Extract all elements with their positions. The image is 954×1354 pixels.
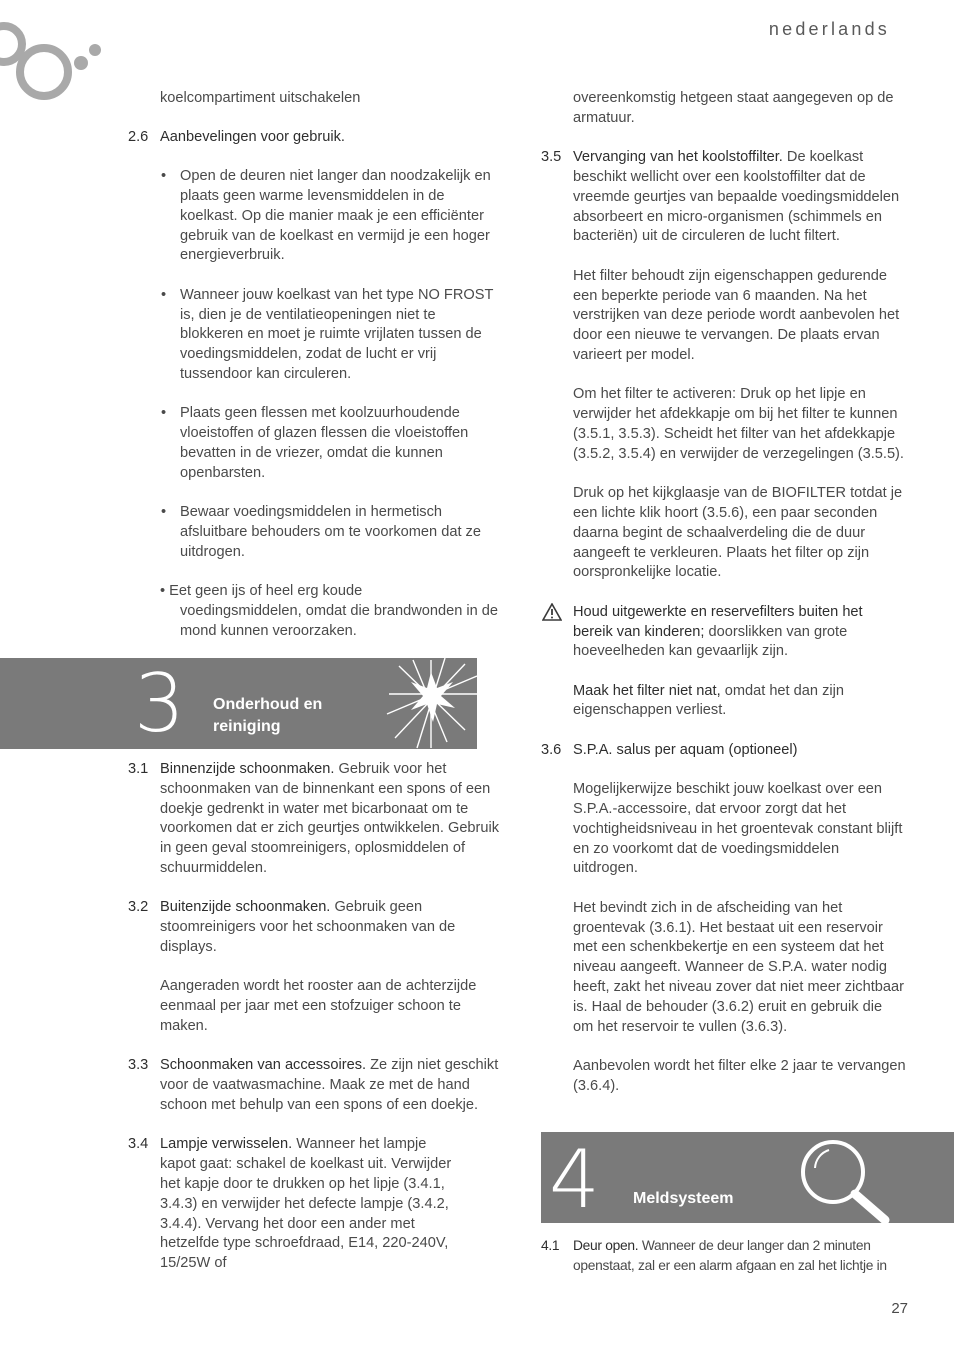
section-3-4 <box>128 1135 500 1274</box>
section-text: Gebruik geen stoomreinigers voor het schoonmaken van de displays. <box>160 899 456 955</box>
list-item <box>128 503 500 562</box>
section-number: 3.5 <box>541 149 562 166</box>
chapter-number: 3 <box>134 657 185 750</box>
section-heading: Aanbevelingen voor gebruik. <box>160 128 345 145</box>
section-3-6-paragraph: Aanbevolen wordt het filter elke 2 jaar te vervangen (3.6.4). <box>573 1058 906 1094</box>
language-label: nederlands <box>768 19 890 39</box>
chapter-number: 4 <box>549 1133 600 1226</box>
section-number: 2.6 <box>128 128 149 145</box>
section-2-6 <box>128 128 500 148</box>
section-3-5-paragraph: Om het filter te activeren: Druk op het lipje en verwijder het afdekkapje om bij het filter te kunnen (3.5.1, 3.5.3). Scheidt het filter van het afdekkapje (3.5.2, 3.5.4) en verwijder de verzegelingen (3.5.5). <box>573 386 904 462</box>
section-heading: S.P.A. salus per aquam (optioneel) <box>573 741 798 758</box>
section-heading: Vervanging van het koolstoffilter. <box>573 149 783 166</box>
section-3-1 <box>128 760 500 879</box>
section-3-2-extra: Aangeraden wordt het rooster aan de achterzijde eenmaal per jaar met een stofzuiger schoon te maken. <box>160 978 477 1034</box>
section-number: 3.3 <box>128 1057 149 1074</box>
section-heading: Binnenzijde schoonmaken. <box>160 761 335 777</box>
warning-strong: Maak het filter niet nat, <box>573 682 721 699</box>
warning-text: doorslikken van grote hoeveelheden kan gevaarlijk zijn. <box>573 623 848 660</box>
chapter-3-banner <box>0 658 477 749</box>
warning-note <box>541 603 906 662</box>
section-number: 3.6 <box>541 741 562 758</box>
warning-triangle-icon <box>542 603 562 628</box>
section-heading: Schoonmaken van accessoires. <box>160 1057 367 1074</box>
sparkle-icon <box>385 658 477 749</box>
bullet-icon: • <box>161 168 167 185</box>
section-3-6 <box>541 741 906 761</box>
section-number: 3.4 <box>128 1136 149 1153</box>
chapter-title <box>213 694 322 738</box>
right-column-top <box>541 89 906 1116</box>
section-number: 4.1 <box>541 1238 560 1253</box>
list-item <box>128 167 500 266</box>
section-3-2 <box>128 898 500 957</box>
page-number: 27 <box>891 1300 908 1317</box>
section-text: Gebruik voor het schoonmaken van de binnenkant een spons of een doekje gedrenkt in water met bicarbonaat om te voorkomen dat er zich geurtjes ontwikkelen. Gebruik in geen geval stoomreinigers, oplosmiddelen of schuurmiddelen. <box>160 761 500 876</box>
left-column-top <box>128 89 500 661</box>
section-heading: Deur open. <box>573 1238 639 1253</box>
section-3-3 <box>128 1056 500 1115</box>
warning-text: omdat het dan zijn eigenschappen verliest. <box>573 682 844 719</box>
section-text: De koelkast beschikt wellicht over een koolstoffilter dat de vreemde geurtjes van bepaalde voedingsmiddelen absorbeert en micro-organismen (schimmels en bacteriën) uit de circuleren de lucht filtert. <box>573 149 900 245</box>
list-item <box>128 286 500 385</box>
brand-logo <box>0 22 110 111</box>
section-number: 3.1 <box>128 761 149 777</box>
list-item-first-line: • Eet geen ijs of heel erg koude <box>160 583 363 600</box>
list-item-text: voedingsmiddelen, omdat die brandwonden in de mond kunnen veroorzaken. <box>180 602 499 639</box>
list-item-text: Bewaar voedingsmiddelen in hermetisch afsluitbare behouders om te voorkomen dat ze uitdrogen. <box>180 504 481 560</box>
section-3-5-paragraph: Druk op het kijkglaasje van de BIOFILTER totdat je een lichte klik hoort (3.5.6), een paar seconden daarna begint de schaalverdeling die de duur aangeeft te verkleuren. Plaats het filter op zijn oorspronkelijke locatie. <box>573 485 903 581</box>
section-heading: Lampje verwisselen. <box>160 1136 293 1153</box>
bullet-icon: • <box>161 286 167 303</box>
left-column-bottom <box>128 760 500 1294</box>
section-text: Wanneer de deur langer dan 2 minuten openstaat, zal er een alarm afgaan en zal het lichtje in <box>573 1238 887 1273</box>
list-item-text: Wanneer jouw koelkast van het type NO FROST is, dien je de ventilatieopeningen niet te blokkeren en moet je ruimte vrijlaten tussen de voedingsmiddelen, zodat de lucht er vrij tussendoor kan circuleren. <box>180 286 494 382</box>
chapter-title-line: reiniging <box>213 718 281 735</box>
warning-strong: Houd uitgewerkte en reservefilters buiten het bereik van kinderen; <box>573 603 863 640</box>
warning-note-2 <box>541 682 906 722</box>
bullet-icon: • <box>161 405 167 422</box>
section-3-5-paragraph: Het filter behoudt zijn eigenschappen gedurende een beperkte periode van 6 maanden. Na het verstrijken van deze periode wordt aanbevolen het door een nieuwe te vervangen. De plaats ervan varieert per model. <box>573 267 900 363</box>
list-item-text: Eet geen ijs of heel erg koude <box>169 583 363 600</box>
section-4-1 <box>541 1236 906 1276</box>
chapter-title-line: Onderhoud en <box>213 696 323 713</box>
bullet-icon: • <box>161 504 167 521</box>
section-number: 3.2 <box>128 899 149 916</box>
list-item <box>128 404 500 483</box>
list-item-text: Open de deuren niet langer dan noodzakelijk en plaats geen warme levensmiddelen in de koelkast. Op die manier maak je een efficiënter gebruik van de koelkast en vermijd je een hoger energieverbruik. <box>180 168 491 264</box>
list-item-text: Plaats geen flessen met koolzuurhoudende vloeistoffen of glazen flessen die vloeistoffen bevatten in de vriezer, omdat die kunnen openbarsten. <box>180 405 469 481</box>
section-text: Ze zijn niet geschikt voor de vaatwasmachine. Maak ze met de hand schoon met behulp van een spons of een doekje. <box>160 1057 499 1113</box>
chapter-4-banner <box>541 1132 954 1226</box>
section-text: Wanneer het lampje kapot gaat: schakel de koelkast uit. Verwijder het kapje door te drukken op het lipje (3.4.1, 3.4.3) en verwijder het defecte lampje (3.4.2, 3.4.4). Vervang het door een ander met hetzelfde type schroefdraad, E14, 220-240V, 15/25W of <box>160 1136 452 1272</box>
intro-text: koelcompartiment uitschakelen <box>160 90 361 106</box>
intro-text: overeenkomstig hetgeen staat aangegeven op de armatuur. <box>573 90 894 126</box>
magnifier-icon <box>799 1132 899 1223</box>
list-item <box>128 582 500 641</box>
chapter-title: Meldsysteem <box>633 1190 734 1207</box>
section-3-6-paragraph: Mogelijkerwijze beschikt jouw koelkast over een S.P.A.-accessoire, dat ervoor zorgt dat het vochtigheidsniveau in het groentevak constant blijft en zo voorkomt dat de voedingsmiddelen uitdrogen. <box>573 781 903 877</box>
right-column-bottom <box>541 1236 906 1295</box>
section-heading: Buitenzijde schoonmaken. <box>160 899 331 916</box>
section-3-6-paragraph: Het bevindt zich in de afscheiding van het groentevak (3.6.1). Het bestaat uit een reservoir met een schenkbekertje en een systeem dat het niveau aangeeft. Wanneer de S.P.A. water nodig heeft, zakt het niveau zover dat niet meer zichtbaar is. Haal de behouder (3.6.2) eruit en gebruik die om het reservoir te vullen (3.6.3). <box>573 899 904 1035</box>
section-3-5 <box>541 148 906 247</box>
